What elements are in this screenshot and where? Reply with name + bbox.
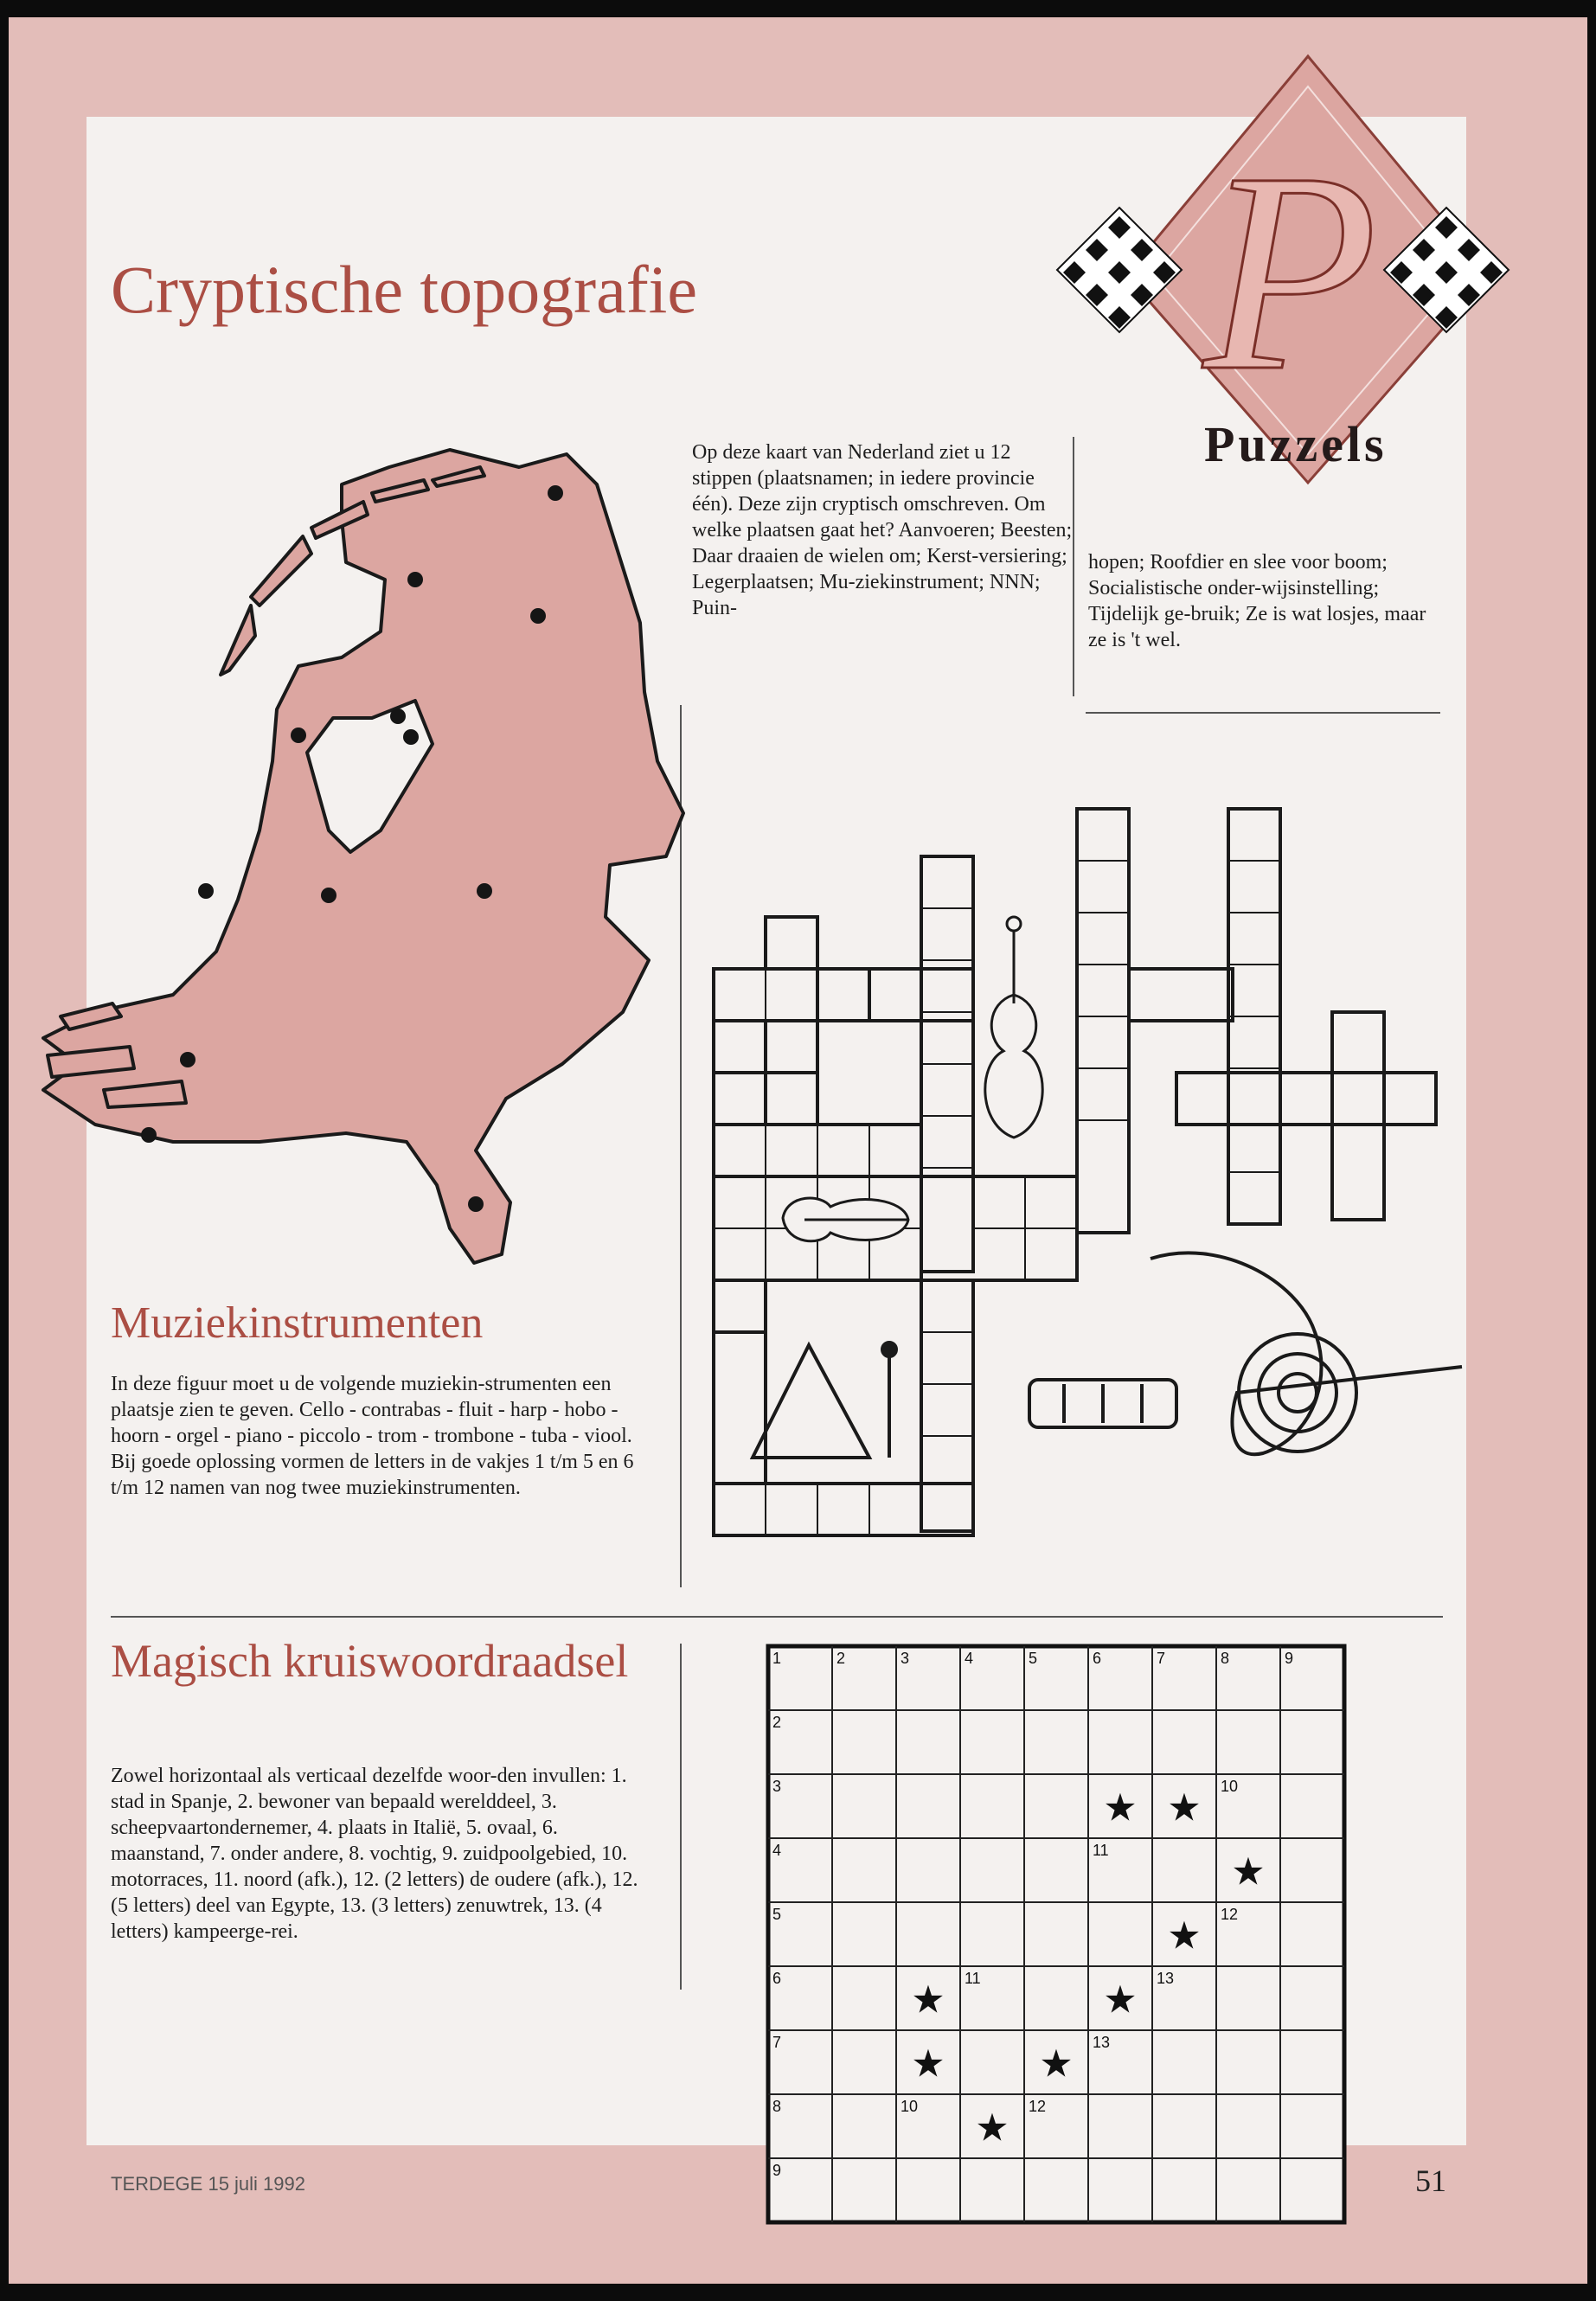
grid-number: 7 bbox=[1157, 1650, 1166, 1667]
star-icon: ★ bbox=[975, 2106, 1010, 2150]
star-icon: ★ bbox=[1039, 2041, 1074, 2086]
grid-number: 9 bbox=[1285, 1650, 1294, 1667]
grid-number: 3 bbox=[772, 1778, 782, 1795]
grid-number: 5 bbox=[1029, 1650, 1038, 1667]
grid-number: 9 bbox=[772, 2162, 782, 2179]
grid-number: 1 bbox=[772, 1650, 782, 1667]
grid-number: 10 bbox=[1221, 1778, 1239, 1795]
grid-number: 13 bbox=[1157, 1970, 1175, 1987]
grid-number: 12 bbox=[1029, 2098, 1047, 2115]
star-icon: ★ bbox=[1167, 1785, 1202, 1830]
grid-number: 8 bbox=[772, 2098, 782, 2115]
grid-number: 12 bbox=[1221, 1906, 1239, 1923]
topo-title: Cryptische topografie bbox=[111, 252, 697, 327]
music-title: Muziekinstrumenten bbox=[111, 1298, 484, 1348]
footer-issue: TERDEGE 15 juli 1992 bbox=[111, 2173, 305, 2195]
star-icon: ★ bbox=[911, 2041, 945, 2086]
logo-letter: P bbox=[1203, 114, 1378, 430]
topo-paragraph-right: hopen; Roofdier en slee voor boom; Socialistische onder-wijsinstelling; Tijdelijk ge-bruik; Ze is wat losjes, maar ze is 't wel. bbox=[1088, 551, 1426, 651]
grid-number: 13 bbox=[1093, 2034, 1111, 2051]
star-icon: ★ bbox=[1167, 1913, 1202, 1958]
grid-number: 6 bbox=[772, 1970, 782, 1987]
topo-paragraph-left: Op deze kaart van Nederland ziet u 12 stippen (plaatsnamen; in iedere provincie één). Deze zijn cryptisch omschreven. Om welke plaatsen gaat het? Aanvoeren; Beesten; Daar draaien de wielen om; Kerst-versiering; Legerplaatsen; Mu-ziekinstrument; NNN; Puin- bbox=[692, 441, 1073, 619]
star-icon: ★ bbox=[1103, 1785, 1138, 1830]
grid-number: 11 bbox=[1093, 1842, 1109, 1859]
grid-number: 7 bbox=[772, 2034, 782, 2051]
grid-number: 8 bbox=[1221, 1650, 1230, 1667]
grid-border bbox=[768, 1646, 1344, 2222]
star-icon: ★ bbox=[1103, 1977, 1138, 2022]
star-icon: ★ bbox=[1231, 1849, 1266, 1894]
magic-paragraph: Zowel horizontaal als verticaal dezelfde woor-den invullen: 1. stad in Spanje, 2. bewoner van bepaald werelddeel, 3. scheepvaartondernemer, 4. plaats in Italië, 5. ovaal, 6. maanstand, 7. onder andere, 8. vochtig, 9. zuidpoolgebied, 10. motorraces, 11. noord (afk.), 12. (2 letters) de oudere (afk.), 12. (5 letters) deel van Egypte, 13. (3 letters) zenuwtrek, 13. (4 letters) kampeerge-rei. bbox=[111, 1765, 638, 1943]
grid-number: 5 bbox=[772, 1906, 782, 1923]
grid-number: 2 bbox=[772, 1714, 782, 1731]
grid-number: 3 bbox=[901, 1650, 910, 1667]
star-icon: ★ bbox=[911, 1977, 945, 2022]
music-paragraph: In deze figuur moet u de volgende muziekin-strumenten een plaatsje zien te geven. Cello - contrabas - fluit - harp - hobo - hoorn - orgel - piano - piccolo - trom - trombone - tuba - viool. Bij goede oplossing vormen de letters in de vakjes 1 t/m 5 en 6 t/m 12 namen van nog twee muziekinstrumenten. bbox=[111, 1373, 634, 1499]
magic-title: Magisch kruiswoordraadsel bbox=[111, 1635, 629, 1687]
grid-number: 4 bbox=[772, 1842, 782, 1859]
grid-number: 2 bbox=[836, 1650, 846, 1667]
grid-number: 4 bbox=[965, 1650, 974, 1667]
logo-word: Puzzels bbox=[1204, 416, 1388, 472]
page-number: 51 bbox=[1415, 2163, 1446, 2198]
grid-number: 10 bbox=[901, 2098, 919, 2115]
grid-number: 6 bbox=[1093, 1650, 1102, 1667]
grid-number: 11 bbox=[965, 1970, 981, 1987]
